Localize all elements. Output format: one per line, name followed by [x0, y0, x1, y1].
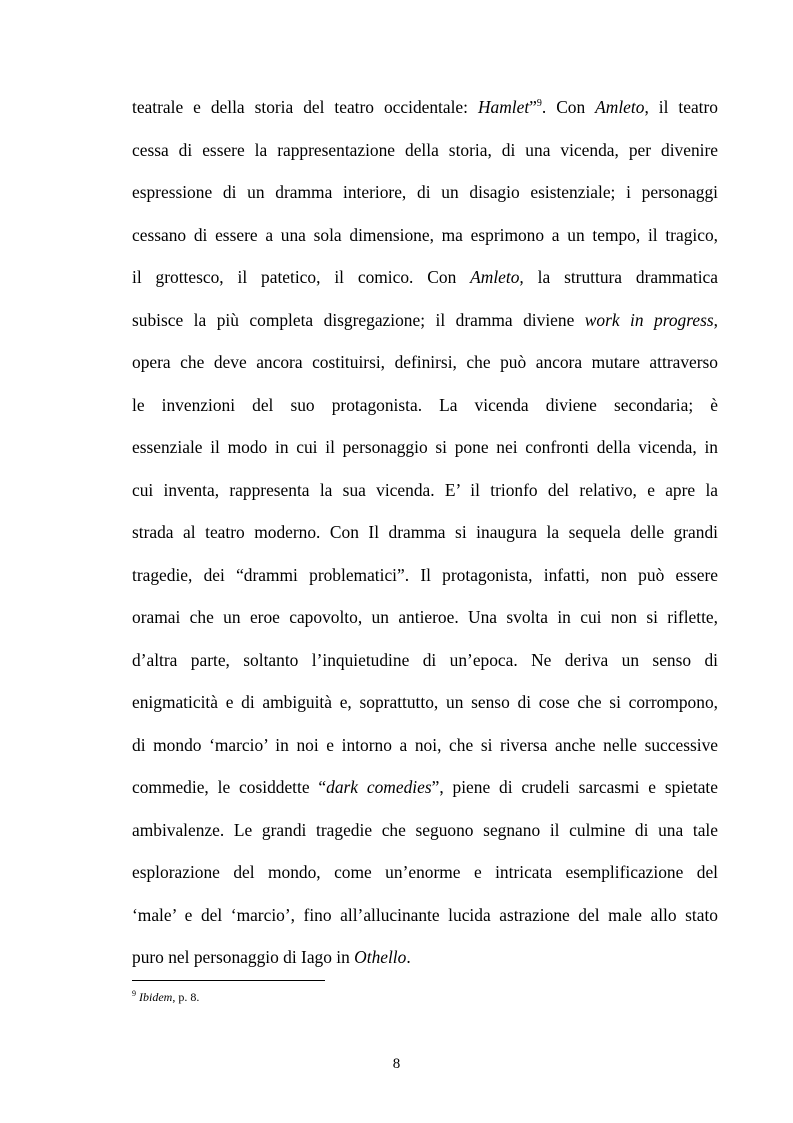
text-line	[132, 384, 718, 427]
text-run: essenziale il modo in cui il personaggio si pone nei confronti della vicenda, in	[132, 437, 718, 457]
body-paragraph	[132, 86, 718, 979]
footnote-separator	[132, 980, 325, 981]
footnote-reference: 9	[536, 98, 542, 110]
text-run: d’altra parte, soltanto l’inquietudine di un’epoca. Ne deriva un senso di	[132, 649, 718, 670]
text-line	[132, 596, 718, 639]
text-run: cessa di essere la rappresentazione della storia, di una vicenda, per divenire	[132, 139, 718, 160]
text-line	[132, 681, 718, 724]
text-line	[132, 851, 718, 894]
text-line	[132, 129, 718, 172]
text-line	[132, 554, 718, 597]
text-run: di mondo ‘marcio’ in noi e intorno a noi, che si riversa anche nelle successive	[132, 734, 718, 755]
text-line	[132, 809, 718, 852]
text-run: la struttura drammatica	[523, 267, 718, 287]
italic-run: work in progress	[584, 309, 714, 330]
text-run: opera che deve ancora costituirsi, definirsi, che può ancora mutare attraverso	[132, 352, 718, 372]
text-run: esplorazione del mondo, come un’enorme e intricata esemplificazione del	[132, 862, 718, 882]
text-line	[132, 511, 718, 554]
footnote-source: Ibidem	[139, 990, 173, 1004]
text-line	[132, 256, 718, 299]
text-run: cui inventa, rappresenta la sua vicenda. E’ il trionfo del relativo, e apre la	[132, 479, 718, 500]
page-number: 8	[392, 1056, 401, 1072]
text-run: teatrale e della storia del teatro occidentale:	[132, 97, 478, 117]
text-run: ‘male’ e del ‘marcio’, fino all’allucinante lucida astrazione del male allo stato	[132, 904, 718, 925]
text-run: ambivalenze. Le grandi tragedie che seguono segnano il culmine di una tale	[132, 819, 718, 840]
text-run: cessano di essere a una sola dimensione, ma esprimono a un tempo, il tragico,	[132, 224, 718, 245]
text-run: puro nel personaggio di Iago in	[132, 947, 355, 967]
text-run: , il teatro	[644, 97, 718, 117]
text-run: il grottesco, il patetico, il comico. Con	[132, 267, 471, 287]
text-line	[132, 299, 718, 342]
italic-run: Hamlet	[477, 97, 530, 117]
footnote	[132, 989, 199, 1005]
italic-run: dark comedies	[326, 777, 432, 797]
text-run: le invenzioni del suo protagonista. La vicenda diviene secondaria; è	[132, 394, 718, 415]
text-run: espressione di un dramma interiore, di un disagio esistenziale; i personaggi	[132, 182, 718, 202]
text-line	[132, 639, 718, 682]
footnote-rest: , p. 8.	[172, 990, 200, 1004]
italic-run: Amleto	[595, 97, 645, 117]
text-run: commedie, le cosiddette “	[132, 777, 327, 797]
text-line	[132, 936, 718, 979]
text-run: . Con	[541, 97, 596, 117]
text-run: ,	[713, 309, 718, 330]
text-run: .	[406, 947, 411, 967]
text-line	[132, 171, 718, 214]
italic-run: Amleto,	[470, 267, 524, 287]
text-line	[132, 724, 718, 767]
text-run: enigmaticità e di ambiguità e, soprattutto, un senso di cose che si corrompono,	[132, 692, 718, 712]
text-line	[132, 426, 718, 469]
text-run: ”, piene di crudeli sarcasmi e spietate	[431, 777, 718, 797]
text-line	[132, 469, 718, 512]
text-line	[132, 766, 718, 809]
text-line	[132, 894, 718, 937]
text-run: subisce la più completa disgregazione; il dramma diviene	[132, 309, 585, 330]
footnote-marker: 9	[132, 989, 136, 998]
italic-run: Othello	[354, 947, 407, 967]
text-run: tragedie, dei “drammi problematici”. Il protagonista, infatti, non può essere	[132, 564, 718, 585]
text-line	[132, 214, 718, 257]
text-line	[132, 86, 718, 129]
text-run: oramai che un eroe capovolto, un antieroe. Una svolta in cui non si riflette,	[132, 607, 718, 627]
text-run: ”	[529, 97, 537, 117]
text-line	[132, 341, 718, 384]
text-run: strada al teatro moderno. Con Il dramma si inaugura la sequela delle grandi	[132, 522, 718, 542]
